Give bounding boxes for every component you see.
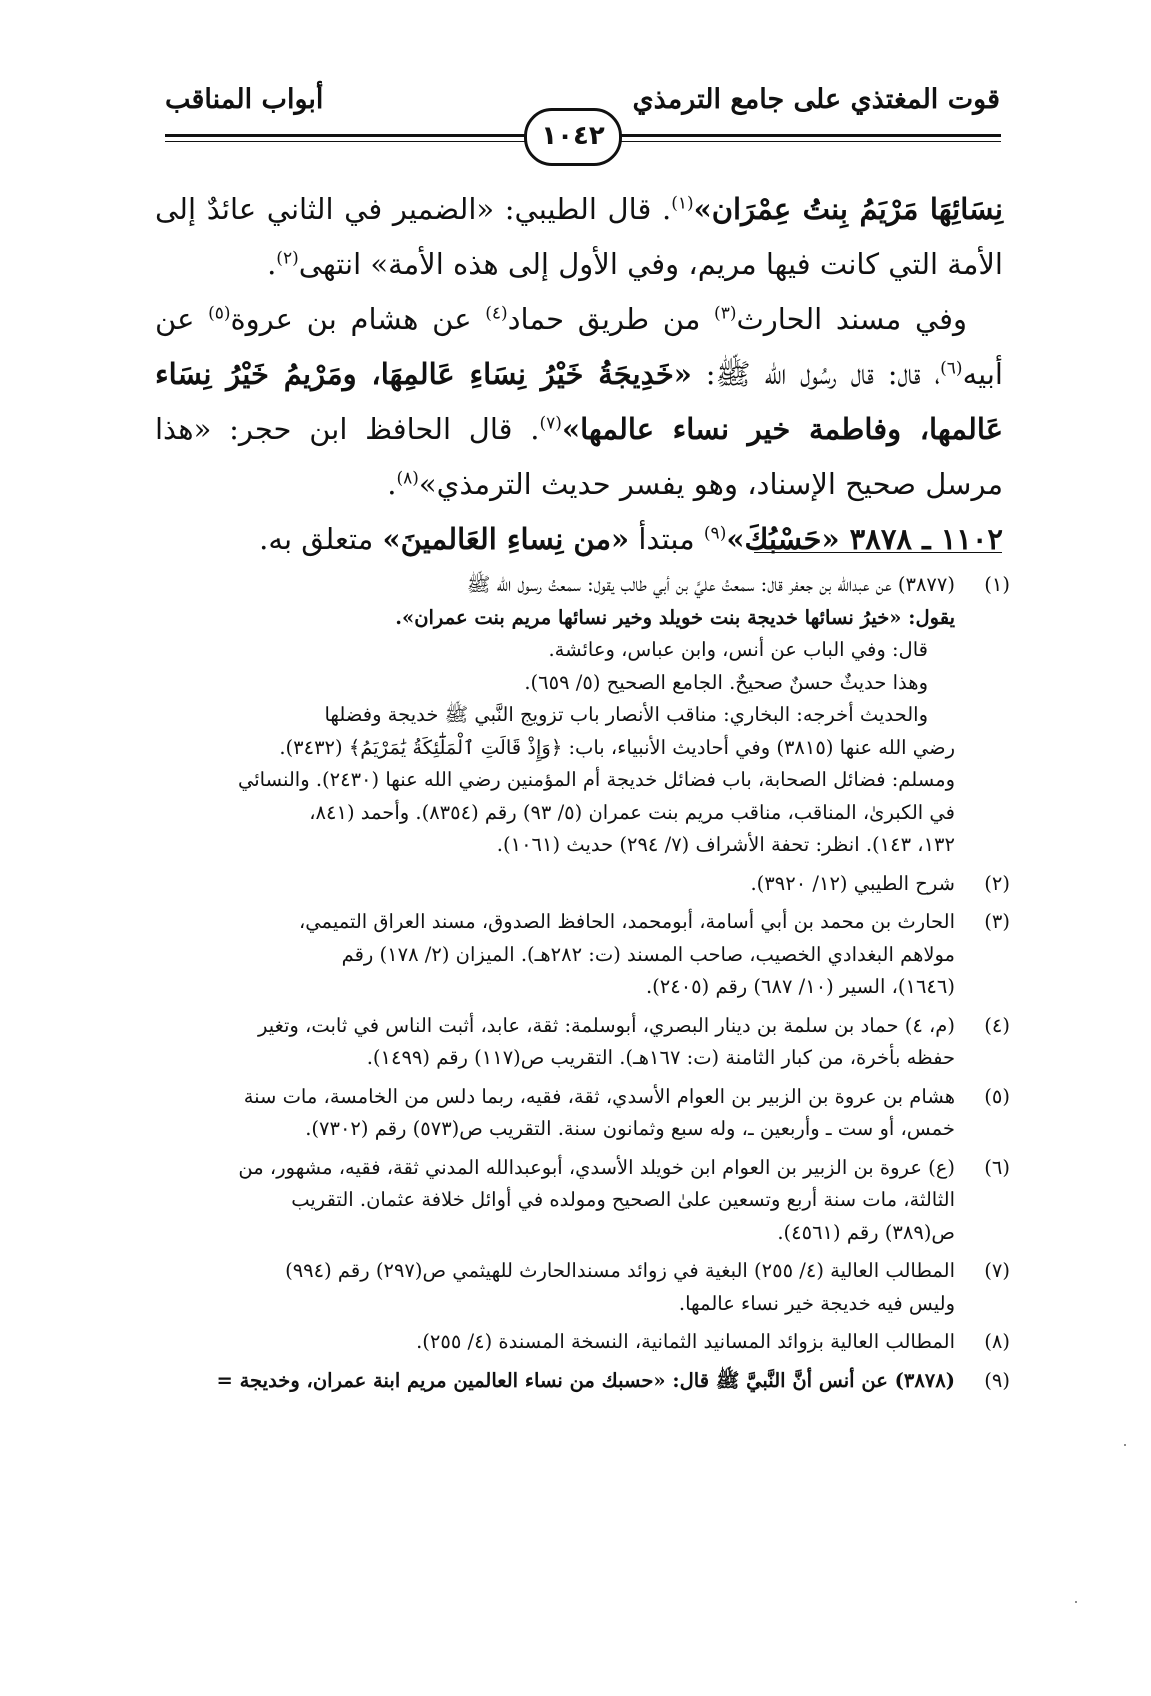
header-rule-right xyxy=(605,134,1001,142)
footnote-6 xyxy=(155,1152,1010,1250)
page-number: ١٠٤٢ xyxy=(524,108,622,166)
footnote-number: (٩) xyxy=(984,1368,1010,1392)
footnote-line: هشام بن عروة بن الزبير بن العوام الأسدي، ثقة، فقيه، ربما دلس من الخامسة، مات سنة xyxy=(243,1084,955,1108)
paragraph-1 xyxy=(155,182,1003,292)
footnote-line: قال: وفي الباب عن أنس، وابن عباس، وعائشة. xyxy=(548,638,928,661)
footnote-line: رضي الله عنها (٣٨١٥) وفي أحاديث الأنبياء، باب: ﴿وَإِذْ قَالَتِ ٱلْمَلَٰٓئِكَةُ يَٰمَرْيَمُ﴾ (٣٤٣٢). xyxy=(279,735,955,759)
commentary-text: متعلق به. xyxy=(259,522,383,556)
footnote-number: (٨) xyxy=(984,1330,1010,1353)
footnote-number: (٦) xyxy=(984,1155,1010,1179)
footnotes xyxy=(155,569,1010,1403)
footnote-line: مولاهم البغدادي الخصيب، صاحب المسند (ت: ٢٨٢هـ). الميزان (٢/ ١٧٨) رقم xyxy=(341,942,955,966)
footnote-line: يقول: «خيرُ نسائها خديجة بنت خويلد وخير نسائها مريم بنت عمران». xyxy=(395,605,955,629)
footnote-9 xyxy=(155,1365,1010,1398)
footnote-ref: (٧) xyxy=(539,413,562,434)
commentary-text: عن أبيه xyxy=(155,302,1003,391)
footnote-line: خمس، أو ست ـ وأربعين ـ، وله سبع وثمانون سنة. التقريب ص(٥٧٣) رقم (٧٣٠٢). xyxy=(305,1117,955,1140)
footnote-line: المطالب العالية بزوائد المسانيد الثمانية، النسخة المسندة (٤/ ٢٥٥). xyxy=(416,1330,955,1353)
book-title: قوت المغتذي على جامع الترمذي xyxy=(632,84,1000,115)
footnote-ref: (٨) xyxy=(396,468,419,489)
commentary-text: من طريق حماد xyxy=(507,302,715,336)
hadith-number: ١١٠٢ ـ ٣٨٧٨ «حَسْبُكَ» xyxy=(726,522,1003,556)
footnote-2 xyxy=(155,868,1010,901)
footnote-line: ومسلم: فضائل الصحابة، باب فضائل خديجة أم المؤمنين رضي الله عنها (٢٤٣٠). والنسائي xyxy=(237,768,955,791)
footnote-4 xyxy=(155,1010,1010,1075)
footnote-ref: (٦) xyxy=(940,358,963,379)
paragraph-2 xyxy=(155,292,1003,512)
hadith-text: «خَدِيجَةُ خَيْرُ نِسَاءِ عَالمِهَا، ومَرْيمُ خَيْرُ نِسَاء عَالمها، وفاطمة خير نساء عالمها» xyxy=(155,357,1004,446)
footnote-3 xyxy=(155,906,1010,1004)
commentary-text: مبتدأ xyxy=(629,522,704,556)
footnote-line: حفظه بأخرة، من كبار الثامنة (ت: ١٦٧هـ). التقريب ص(١١٧) رقم (١٤٩٩). xyxy=(366,1046,955,1069)
footnote-line: المطالب العالية (٤/ ٢٥٥) البغية في زوائد مسندالحارث للهيثمي ص(٢٩٧) رقم (٩٩٤) xyxy=(285,1259,955,1282)
footnote-line: الثالثة، مات سنة أربع وتسعين علىٰ الصحيح ومولده في أوائل خلافة عثمان. التقريب xyxy=(291,1188,955,1211)
commentary-text: ، قال: قال رسُول الله ﷺ: xyxy=(691,357,941,391)
footnote-line: الحارث بن محمد بن أبي أسامة، أبومحمد، الحافظ الصدوق، مسند العراق التميمي، xyxy=(299,910,955,933)
footnote-number: (١) xyxy=(984,573,1010,596)
footnote-line: (م، ٤) حماد بن سلمة بن دينار البصري، أبوسلمة: ثقة، عابد، أثبت الناس في ثابت، وتغير xyxy=(257,1013,955,1037)
scan-speck xyxy=(1124,1444,1126,1446)
footnote-line: وهذا حديثٌ حسنٌ صحيحٌ. الجامع الصحيح (٥/ ٦٥٩). xyxy=(524,670,928,694)
footnote-8 xyxy=(155,1326,1010,1359)
footnote-line: (١٦٤٦)، السير (١٠/ ٦٨٧) رقم (٢٤٠٥). xyxy=(645,975,955,998)
hadith-text: نِسَائِهَا مَرْيَمُ بِنتُ عِمْرَان» xyxy=(693,192,1003,226)
footnote-number: (٣) xyxy=(984,910,1010,933)
footnote-line: شرح الطيبي (١٢/ ٣٩٢٠). xyxy=(750,871,955,895)
commentary-text: وفي مسند الحارث xyxy=(736,302,967,336)
footnote-number: (٥) xyxy=(984,1084,1010,1108)
footnote-number: (٧) xyxy=(984,1259,1010,1282)
footnote-ref: (٥) xyxy=(208,303,231,324)
footnote-5 xyxy=(155,1081,1010,1146)
punctuation: . xyxy=(387,467,397,501)
footnote-ref: (٣) xyxy=(714,303,737,324)
footnote-ref: (١) xyxy=(671,193,694,214)
footnote-line: (ع) عروة بن الزبير بن العوام ابن خويلد الأسدي، أبوعبدالله المدني ثقة، فقيه، مشهور، من xyxy=(238,1155,955,1179)
footnote-line: والحديث أخرجه: البخاري: مناقب الأنصار باب تزويج النَّبي ﷺ خديجة وفضلها xyxy=(324,703,928,726)
footnote-line: (٣٨٧٨) عن أنس أنَّ النَّبيَّ ﷺ قال: «حسبك من نساء العالمين مريم ابنة عمران، وخديجة = xyxy=(216,1368,955,1392)
commentary-text: عن هشام بن عروة xyxy=(230,302,486,336)
footnote-number: (٢) xyxy=(984,871,1010,895)
footnote-line: ص(٣٨٩) رقم (٤٥٦١). xyxy=(777,1220,955,1244)
chapter-title: أبواب المناقب xyxy=(165,84,324,115)
paragraph-3 xyxy=(155,512,1003,567)
footnote-7 xyxy=(155,1255,1010,1320)
footnote-line: (٣٨٧٧) عن عبدالله بن جعفر قال: سمعتُ عليَّ بن أبي طالب يقول: سمعتُ رسول الله ﷺ xyxy=(466,573,955,596)
footnote-ref: (٤) xyxy=(485,303,508,324)
commentary-text: . قال الطيبي: «الضمير في الثاني عائدٌ إلى الأمة التي كانت فيها مريم، وفي الأول إلى هذه الأمة» انتهى xyxy=(155,192,1003,281)
punctuation: . xyxy=(267,247,277,281)
scan-speck xyxy=(1075,1601,1077,1603)
footnote-number: (٤) xyxy=(984,1013,1010,1037)
footnote-line: ١٣٢، ١٤٣). انظر: تحفة الأشراف (٧/ ٢٩٤) حديث (١٠٦١). xyxy=(496,833,955,856)
commentary-text: . قال الحافظ ابن حجر: «هذا مرسل صحيح الإسناد، وهو يفسر حديث الترمذي» xyxy=(155,412,1003,501)
footnote-line: وليس فيه خديجة خير نساء عالمها. xyxy=(678,1291,955,1315)
footnote-1 xyxy=(155,569,1010,862)
footnote-ref: (٩) xyxy=(703,523,727,544)
hadith-text: «من نِساءِ العَالمينَ» xyxy=(382,522,630,556)
header-rule-left xyxy=(165,134,540,142)
main-text xyxy=(155,182,1003,567)
footnote-divider xyxy=(754,552,1002,553)
footnote-ref: (٢) xyxy=(276,248,299,269)
footnote-line: في الكبرىٰ، المناقب، مناقب مريم بنت عمران (٥/ ٩٣) رقم (٨٣٥٤). وأحمد (٨٤١، xyxy=(309,800,955,824)
